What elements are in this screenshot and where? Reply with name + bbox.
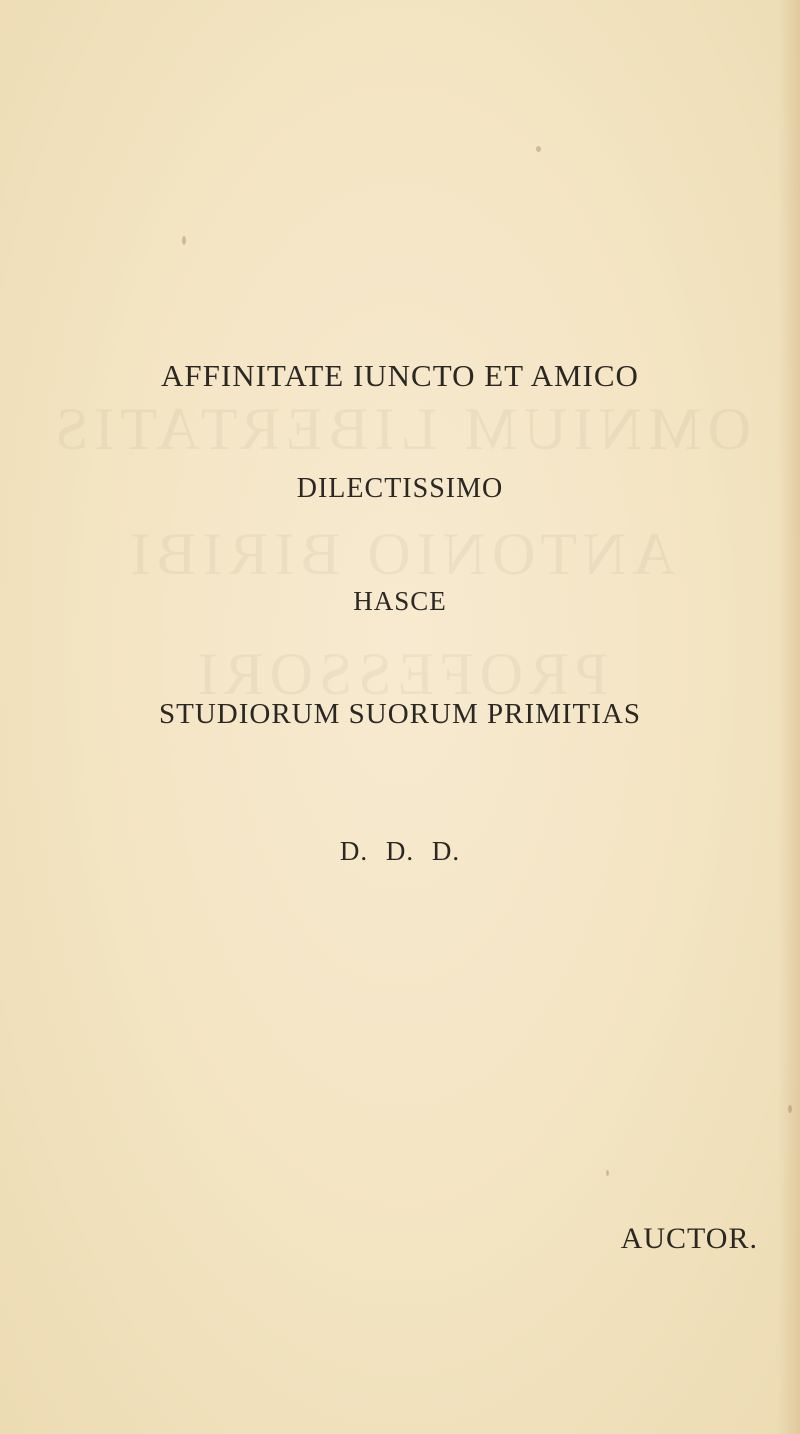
paper-speck: [182, 236, 186, 245]
dedication-line-5: D. D. D.: [339, 836, 461, 866]
author-signature: AUCTOR.: [620, 1222, 758, 1255]
dedication-line-1: AFFINITATE IUNCTO ET AMICO: [161, 358, 639, 393]
bleed-through-text: PROFESSORI: [191, 641, 609, 707]
paper-speck: [606, 1170, 609, 1176]
paper-speck: [788, 1105, 792, 1113]
paper-speck: [536, 146, 541, 152]
dedication-line-4: STUDIORUM SUORUM PRIMITIAS: [159, 698, 641, 730]
bleed-through-text: OMNIUM LIBERTATIS: [49, 396, 751, 462]
bleed-through-text: ANTONIO BIRIBI: [124, 521, 676, 587]
dedication-line-3: HASCE: [353, 586, 447, 616]
dedication-line-2: DILECTISSIMO: [296, 473, 504, 504]
